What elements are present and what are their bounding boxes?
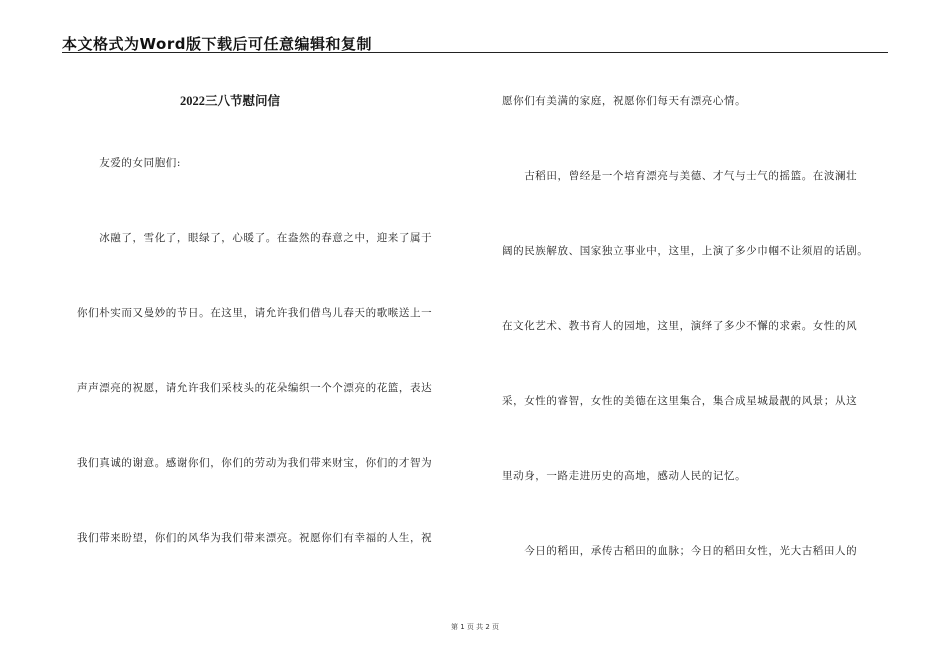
body-line: 愿你们有美满的家庭，祝愿你们每天有漂亮心情。	[502, 95, 747, 107]
letter-greeting: 友爱的女同胞们:	[77, 157, 182, 169]
body-line: 我们真诚的谢意。感谢你们，你们的劳动为我们带来财宝，你们的才智为	[77, 457, 433, 469]
body-line: 在文化艺术、教书育人的园地，这里，演绎了多少不懈的求索。女性的风	[502, 320, 858, 332]
body-line: 你们朴实而又曼妙的节日。在这里，请允许我们借鸟儿春天的歌喉送上一	[77, 307, 433, 319]
body-line: 古稻田，曾经是一个培育漂亮与美德、才气与士气的摇篮。在波澜壮	[502, 170, 858, 182]
body-line: 里动身，一路走进历史的高地，感动人民的记忆。	[502, 470, 747, 482]
page-number: 第 1 页 共 2 页	[450, 623, 500, 631]
header-banner: 本文格式为Word版下载后可任意编辑和复制	[62, 35, 372, 53]
body-line: 冰融了，雪化了，眼绿了，心暖了。在盎然的春意之中，迎来了属于	[77, 232, 433, 244]
body-line: 采，女性的睿智，女性的美德在这里集合，集合成星城最靓的风景；从这	[502, 395, 858, 407]
body-line: 声声漂亮的祝愿，请允许我们采枝头的花朵编织一个个漂亮的花篮，表达	[77, 382, 433, 394]
body-line: 今日的稻田，承传古稻田的血脉；今日的稻田女性，光大古稻田人的	[502, 545, 858, 557]
body-line: 我们带来盼望，你们的风华为我们带来漂亮。祝愿你们有幸福的人生，祝	[77, 532, 433, 544]
letter-title: 2022三八节慰问信	[179, 94, 280, 108]
body-line: 阔的民族解放、国家独立事业中，这里，上演了多少巾帼不让须眉的话剧。	[502, 245, 869, 257]
header-divider	[62, 52, 888, 53]
